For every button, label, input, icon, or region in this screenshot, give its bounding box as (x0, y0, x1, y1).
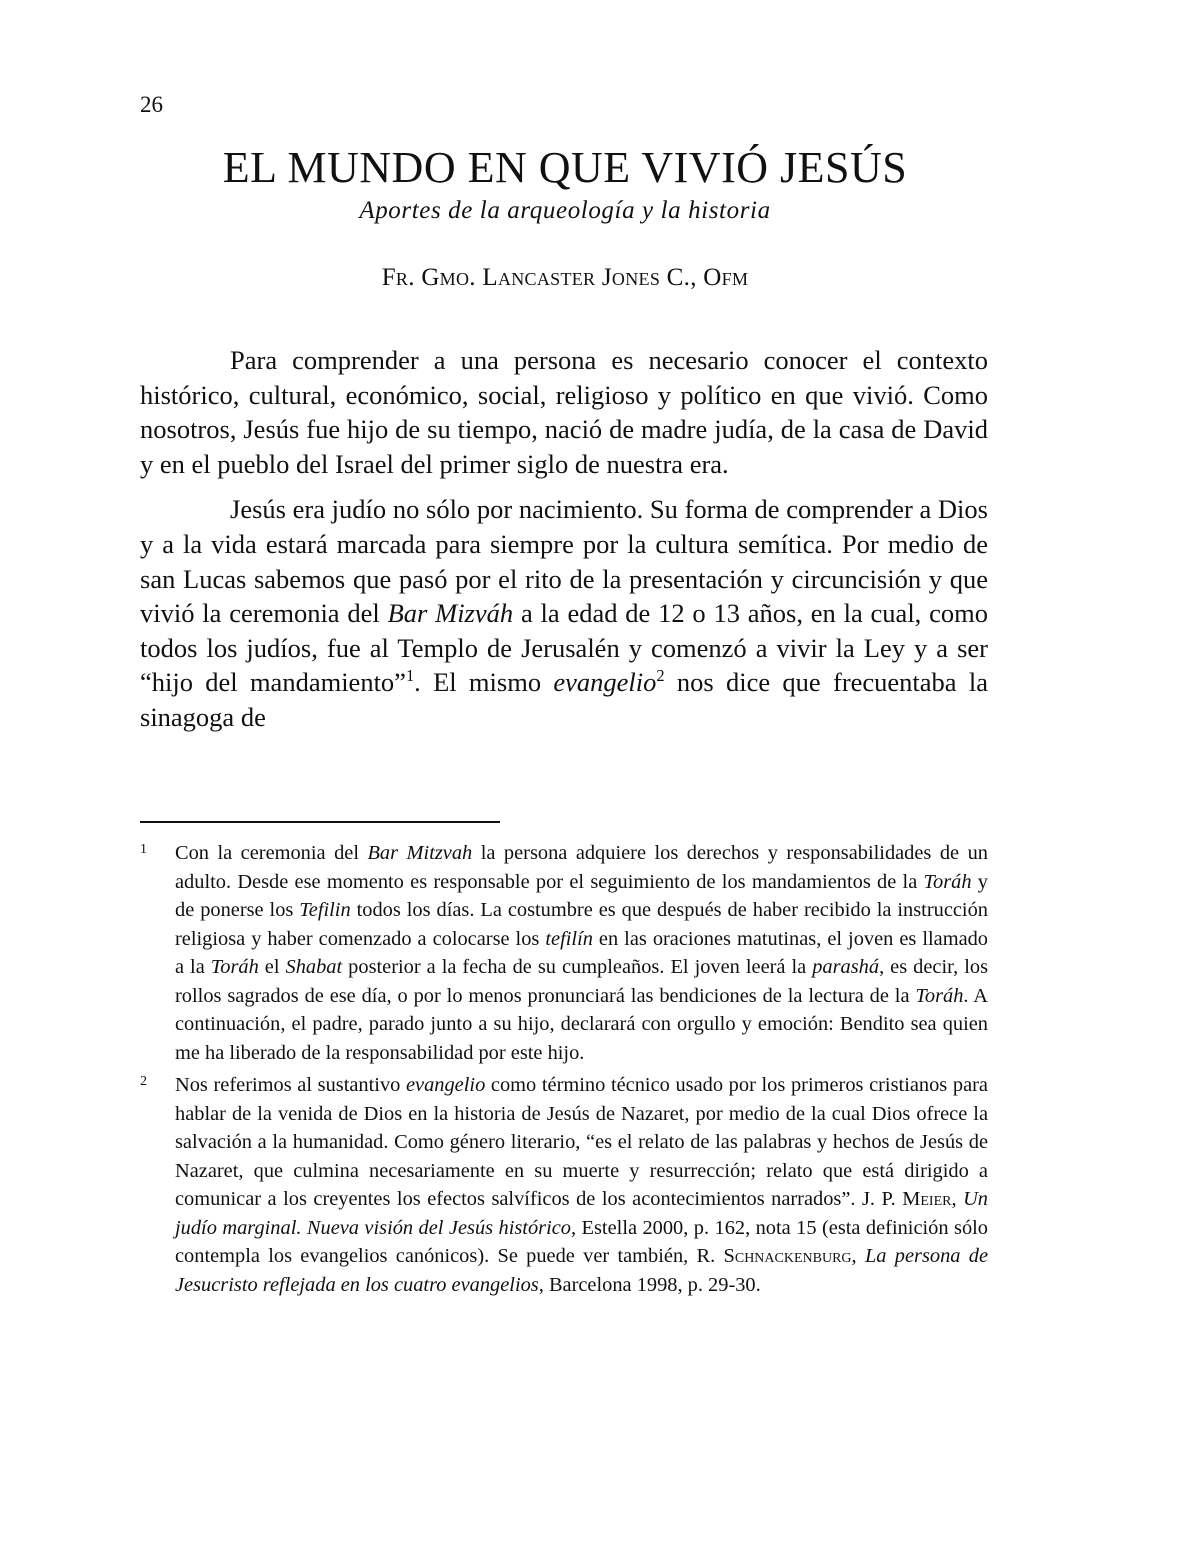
paragraph-1: Para comprender a una persona es necesario conocer el contexto histórico, cultural, económico, social, religioso y político en que vivió. Como nosotros, Jesús fue hijo de su tiempo, nació de madre judía, de la casa de David y en el pueblo del Israel del primer siglo de nuestra era. (140, 345, 988, 479)
article-title: EL MUNDO EN QUE VIVIÓ JESÚS (222, 143, 908, 192)
footnote-ref-2[interactable]: 2 (656, 666, 665, 686)
footnotes (140, 839, 988, 1303)
footnote-2-text: Nos referimos al sustantivo evangelio como término técnico usado por los primeros cristianos para hablar de la venida de Dios en la historia de Jesús de Nazaret, por medio de la cual Dios ofrece la salvación a la humanidad. Como género literario, “es el relato de las palabras y hechos de Jesús de Nazaret, que culmina necesariamente en su muerte y resurrección; relato que está dirigido a comunicar a los creyentes los efectos salvíficos de los acontecimientos narrados”. J. P. Meier, Un judío marginal. Nueva visión del Jesús histórico, Estella 2000, p. 162, nota 15 (esta definición sólo contempla los evangelios canónicos). Se puede ver también, R. Schnackenburg, La persona de Jesucristo reflejada en los cuatro evangelios, Barcelona 1998, p. 29-30. (175, 1074, 988, 1296)
page-number: 26 (140, 92, 163, 117)
article-subtitle: Aportes de la arqueología y la historia (359, 197, 771, 224)
body-text (140, 343, 988, 746)
paragraph-2-text-b: a la edad de 12 o 13 años, en la cual, como todos los judíos, fue al Templo de Jerusalén y comenzó a vivir la Ley y a ser “hijo del mandamiento” (140, 598, 988, 698)
paragraph-2-text-a: Jesús era judío no sólo por nacimiento. Su forma de comprender a Dios y a la vida estará marcada para siempre por la cultura semítica. Por medio de san Lucas sabemos que pasó por el rito de la presentación y circuncisión y que vivió la ceremonia del (140, 494, 988, 629)
footnote-1 (140, 839, 988, 1067)
footnote-2-mark: 2 (140, 1074, 147, 1089)
footnote-2 (140, 1071, 988, 1299)
term-bar-mizvah: Bar Mizváh (387, 598, 514, 629)
footnote-ref-1[interactable]: 1 (405, 666, 415, 686)
footnote-divider (140, 821, 500, 823)
term-evangelio: evangelio (553, 667, 657, 698)
footnote-1-text: Con la ceremonia del Bar Mitzvah la persona adquiere los derechos y responsabilidades de un adulto. Desde ese momento es responsable por el seguimiento de los mandamientos de la Toráh y de ponerse los Tefilin todos los días. La costumbre es que después de haber recibido la instrucción religiosa y haber comenzado a colocarse los tefilín en las oraciones matutinas, el joven es llamado a la Toráh el Shabat posterior a la fecha de su cumpleaños. El joven leerá la parashá, es decir, los rollos sagrados de ese día, o por lo menos pronunciará las bendiciones de la lectura de la Toráh. A continuación, el padre, parado junto a su hijo, declarará con orgullo y emoción: Bendito sea quien me ha liberado de la responsabilidad por este hijo. (175, 842, 989, 1064)
footnote-1-mark: 1 (140, 842, 147, 857)
paragraph-2-text-d: nos dice que frecuentaba la sinagoga de (140, 667, 988, 732)
paragraph-2-text-c: . El mismo (414, 667, 554, 698)
article-author: Fr. Gmo. Lancaster Jones C., Ofm (381, 264, 749, 291)
paragraph-2 (140, 492, 988, 734)
